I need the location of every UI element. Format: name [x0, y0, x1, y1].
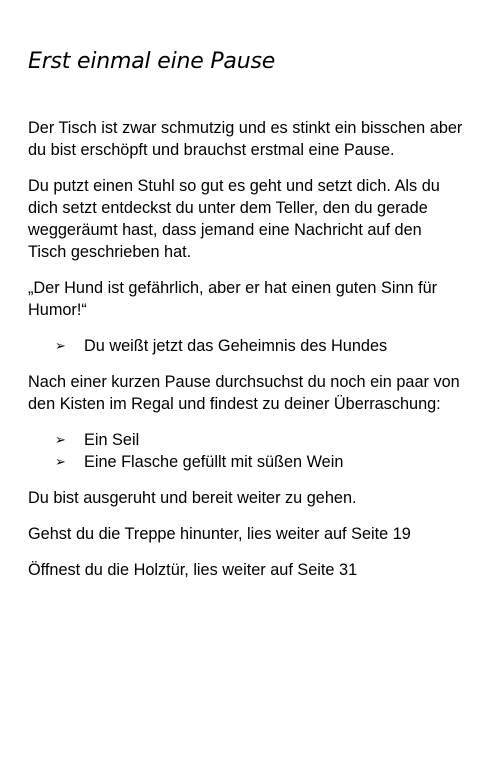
list-item	[28, 335, 464, 357]
arrowhead-right-icon: ➢	[55, 339, 66, 354]
arrowhead-right-icon: ➢	[55, 433, 66, 448]
arrowhead-right-icon: ➢	[55, 455, 66, 470]
choice-text: Gehst du die Treppe hinunter, lies weiter auf Seite 19	[28, 525, 411, 543]
choice-text: Öffnest du die Holztür, lies weiter auf Seite 31	[28, 561, 358, 579]
list-item-text: Du weißt jetzt das Geheimnis des Hundes	[84, 337, 388, 355]
bullet-list	[28, 335, 464, 357]
paragraph: Nach einer kurzen Pause durchsuchst du noch ein paar von den Kisten im Regal und findest zu deiner Überraschung:	[28, 373, 460, 413]
story-text	[28, 117, 464, 595]
bullet-list	[28, 429, 464, 473]
list-item	[28, 451, 464, 473]
list-item	[28, 429, 464, 451]
list-item-text: Eine Flasche gefüllt mit süßen Wein	[84, 453, 344, 471]
paragraph: Du bist ausgeruht und bereit weiter zu gehen.	[28, 489, 357, 507]
paragraph: Du putzt einen Stuhl so gut es geht und setzt dich. Als du dich setzt entdeckst du unter dem Teller, den du gerade weggeräumt hast, dass jemand eine Nachricht auf den Tisch geschrieben hat.	[28, 177, 440, 261]
list-item-text: Ein Seil	[84, 431, 140, 449]
paragraph: Der Tisch ist zwar schmutzig und es stinkt ein bisschen aber du bist erschöpft und brauchst erstmal eine Pause.	[28, 119, 463, 159]
page-title: Erst einmal eine Pause	[28, 49, 276, 74]
paragraph: „Der Hund ist gefährlich, aber er hat einen guten Sinn für Humor!“	[28, 279, 438, 319]
